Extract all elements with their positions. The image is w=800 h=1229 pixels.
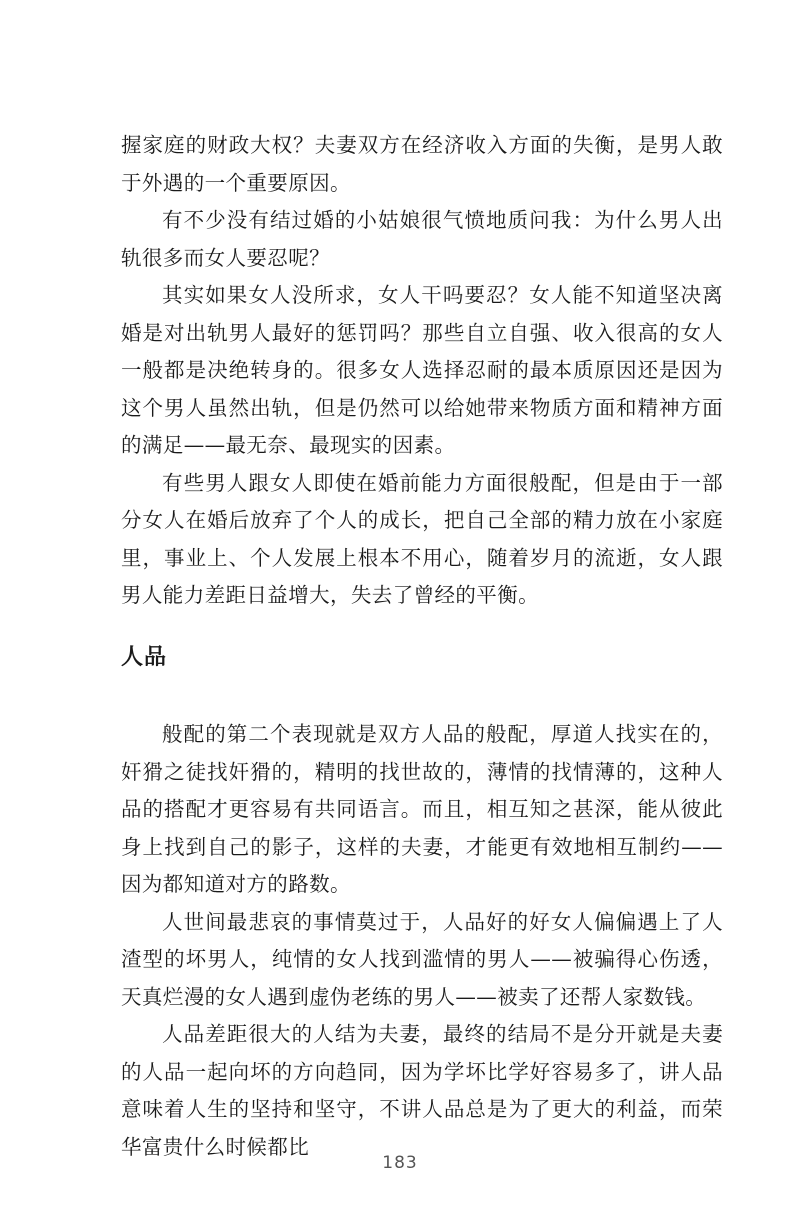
paragraph: 有不少没有结过婚的小姑娘很气愤地质问我：为什么男人出轨很多而女人要忍呢？ [121,208,723,270]
page-number: 183 [382,1153,418,1173]
bottom-text-block [121,716,723,1166]
paragraph: 人品差距很大的人结为夫妻，最终的结局不是分开就是夫妻的人品一起向坏的方向趋同，因为学坏比学好容易多了，讲人品意味着人生的坚持和坚守，不讲人品总是为了更大的利益，而荣华富贵什么时候都比 [121,1022,723,1159]
paragraph: 握家庭的财政大权？夫妻双方在经济收入方面的失衡，是男人敢于外遇的一个重要原因。 [121,133,723,195]
paragraph: 般配的第二个表现就是双方人品的般配，厚道人找实在的，奸猾之徒找奸猾的，精明的找世故的，薄情的找情薄的，这种人品的搭配才更容易有共同语言。而且，相互知之甚深，能从彼此身上找到自己的影子，这样的夫妻，才能更有效地相互制约——因为都知道对方的路数。 [121,722,723,896]
paragraph: 其实如果女人没所求，女人干吗要忍？女人能不知道坚决离婚是对出轨男人最好的惩罚吗？那些自立自强、收入很高的女人一般都是决绝转身的。很多女人选择忍耐的最本质原因还是因为这个男人虽然出轨，但是仍然可以给她带来物质方面和精神方面的满足——最无奈、最现实的因素。 [121,283,723,457]
paragraph: 人世间最悲哀的事情莫过于，人品好的好女人偏偏遇上了人渣型的坏男人，纯情的女人找到滥情的男人——被骗得心伤透，天真烂漫的女人遇到虚伪老练的男人——被卖了还帮人家数钱。 [121,909,723,1009]
paragraph: 有些男人跟女人即使在婚前能力方面很般配，但是由于一部分女人在婚后放弃了个人的成长，把自己全部的精力放在小家庭里，事业上、个人发展上根本不用心，随着岁月的流逝，女人跟男人能力差距日益增大，失去了曾经的平衡。 [121,470,723,607]
section-heading: 人品 [121,645,168,670]
top-text-block [121,127,723,615]
